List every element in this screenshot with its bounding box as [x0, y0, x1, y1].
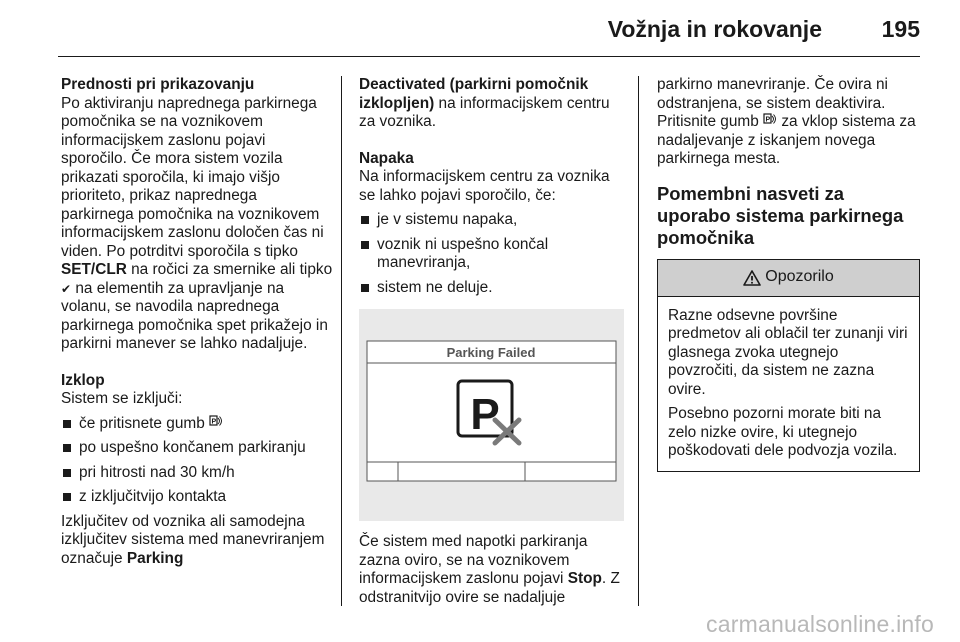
text: Izključitev od voznika ali samodejna izključitev sistema med manevriranjem označuje — [61, 512, 325, 567]
text: . Z odstranitvijo ovire se nadaljuje — [359, 570, 620, 606]
column-3 — [657, 76, 922, 472]
paragraph-switch-off: Sistem se izključi: — [61, 390, 183, 407]
parking-sign-letter: P — [470, 390, 500, 439]
section-heading: Pomembni nasveti za uporabo sistema parkirnega pomočnika — [657, 182, 904, 248]
list-item-text: sistem ne deluje. — [377, 278, 493, 296]
heading-display-priority: Prednosti pri prikazovanju — [61, 76, 255, 93]
svg-text:P: P — [765, 116, 771, 124]
watermark: carmanualsonline.info — [706, 611, 934, 637]
heading-switch-off: Izklop — [61, 371, 105, 389]
warning-paragraph: Razne odsevne površine predmetov ali oblačil ter zunanji viri glasnega zvoka utegnejo povzročiti, da sistem ne zazna ovire. — [668, 306, 908, 398]
parking-failed-display-illustration — [359, 309, 624, 521]
page-number: 195 — [881, 16, 920, 42]
check-icon: ✔ — [61, 281, 72, 296]
list-item — [61, 439, 333, 458]
bullet-icon — [63, 420, 71, 428]
set-clr-label: SET/CLR — [61, 261, 127, 278]
text: parkirno manevriranje. Če ovira ni odstranjena, se sistem deaktivira. Pritisnite gumb — [657, 76, 888, 130]
list-item — [61, 415, 333, 434]
list-item — [61, 488, 333, 507]
header-title: Vožnja in rokovanje — [607, 16, 822, 42]
paragraph-obstacle — [359, 533, 627, 607]
bullet-icon — [361, 241, 369, 249]
warning-title: Opozorilo — [765, 268, 834, 286]
column-divider — [638, 76, 639, 606]
text: Po aktiviranju naprednega parkirnega pomočnika se na voznikovem informacijskem zaslonu pojavi sporočilo. Če mora sistem vozila prikazati sporočila, ki imajo višjo prioriteto, prikaz naprednega parkirnega pomočnika na voznikovem informacijskem zaslonu določen čas ni viden. Po potrditvi sporočila s tipko — [61, 94, 324, 260]
stop-label: Stop — [567, 570, 602, 587]
warning-icon — [743, 270, 761, 286]
list-item — [359, 211, 627, 230]
bullet-icon — [63, 469, 71, 477]
list-item-text: pri hitrosti nad 30 km/h — [79, 463, 235, 481]
paragraph-deactivation — [61, 513, 333, 569]
display-graphic — [359, 309, 624, 521]
warning-body — [658, 297, 919, 471]
text: Če sistem med napotki parkiranja zazna oviro, se na voznikovem informacijskem zaslonu pojavi — [359, 533, 588, 587]
text: na informacijskem centru za voznika. — [359, 94, 610, 130]
deactivated-label: Deactivated (parkirni pomočnik izklopljen) — [359, 76, 589, 112]
list-item — [61, 464, 333, 483]
text: za vklop sistema za nadaljevanje z iskanjem novega parkirnega mesta. — [657, 113, 916, 167]
list-item-text: po uspešno končanem parkiranju — [79, 439, 306, 456]
bullet-icon — [361, 284, 369, 292]
list-item-text: je v sistemu napaka, — [377, 211, 518, 228]
bullet-icon — [63, 444, 71, 452]
column-divider — [341, 76, 342, 606]
screen-title: Parking Failed — [446, 345, 536, 360]
list-item — [359, 236, 627, 273]
text: na elementih za upravljanje na volanu, se navodila naprednega parkirnega pomočnika spet prikažejo in parkirni manever se lahko nadaljuje. — [61, 279, 328, 352]
warning-paragraph: Posebno pozorni morate biti na zelo nizke ovire, ki utegnejo poškodovati dele podvozja vozila. — [668, 405, 898, 459]
list-item-text: če pritisnete gumb — [79, 414, 210, 432]
list-item-text: voznik ni uspešno končal manevriranja, — [377, 235, 549, 271]
heading-error: Napaka — [359, 149, 414, 167]
paragraph-deactivated — [359, 76, 627, 132]
park-assist-button-icon — [763, 113, 777, 126]
paragraph-error: Na informacijskem centru za voznika se lahko pojavi sporočilo, če: — [359, 168, 610, 204]
bullet-icon — [361, 216, 369, 224]
list-item — [359, 279, 627, 298]
svg-text:P: P — [211, 418, 217, 425]
text: na ročici za smernike ali tipko — [126, 261, 333, 278]
column-1 — [61, 76, 333, 568]
column-2 — [359, 76, 627, 607]
park-assist-button-icon — [209, 415, 223, 428]
paragraph-continue — [657, 76, 922, 169]
header-rule — [58, 56, 920, 57]
list-item-text: z izključitvijo kontakta — [79, 488, 227, 505]
paragraph-display-priority — [61, 95, 333, 354]
warning-title-bar — [658, 260, 919, 297]
parking-label: Parking — [126, 549, 184, 567]
warning-box — [657, 259, 920, 472]
bullet-icon — [63, 493, 71, 501]
